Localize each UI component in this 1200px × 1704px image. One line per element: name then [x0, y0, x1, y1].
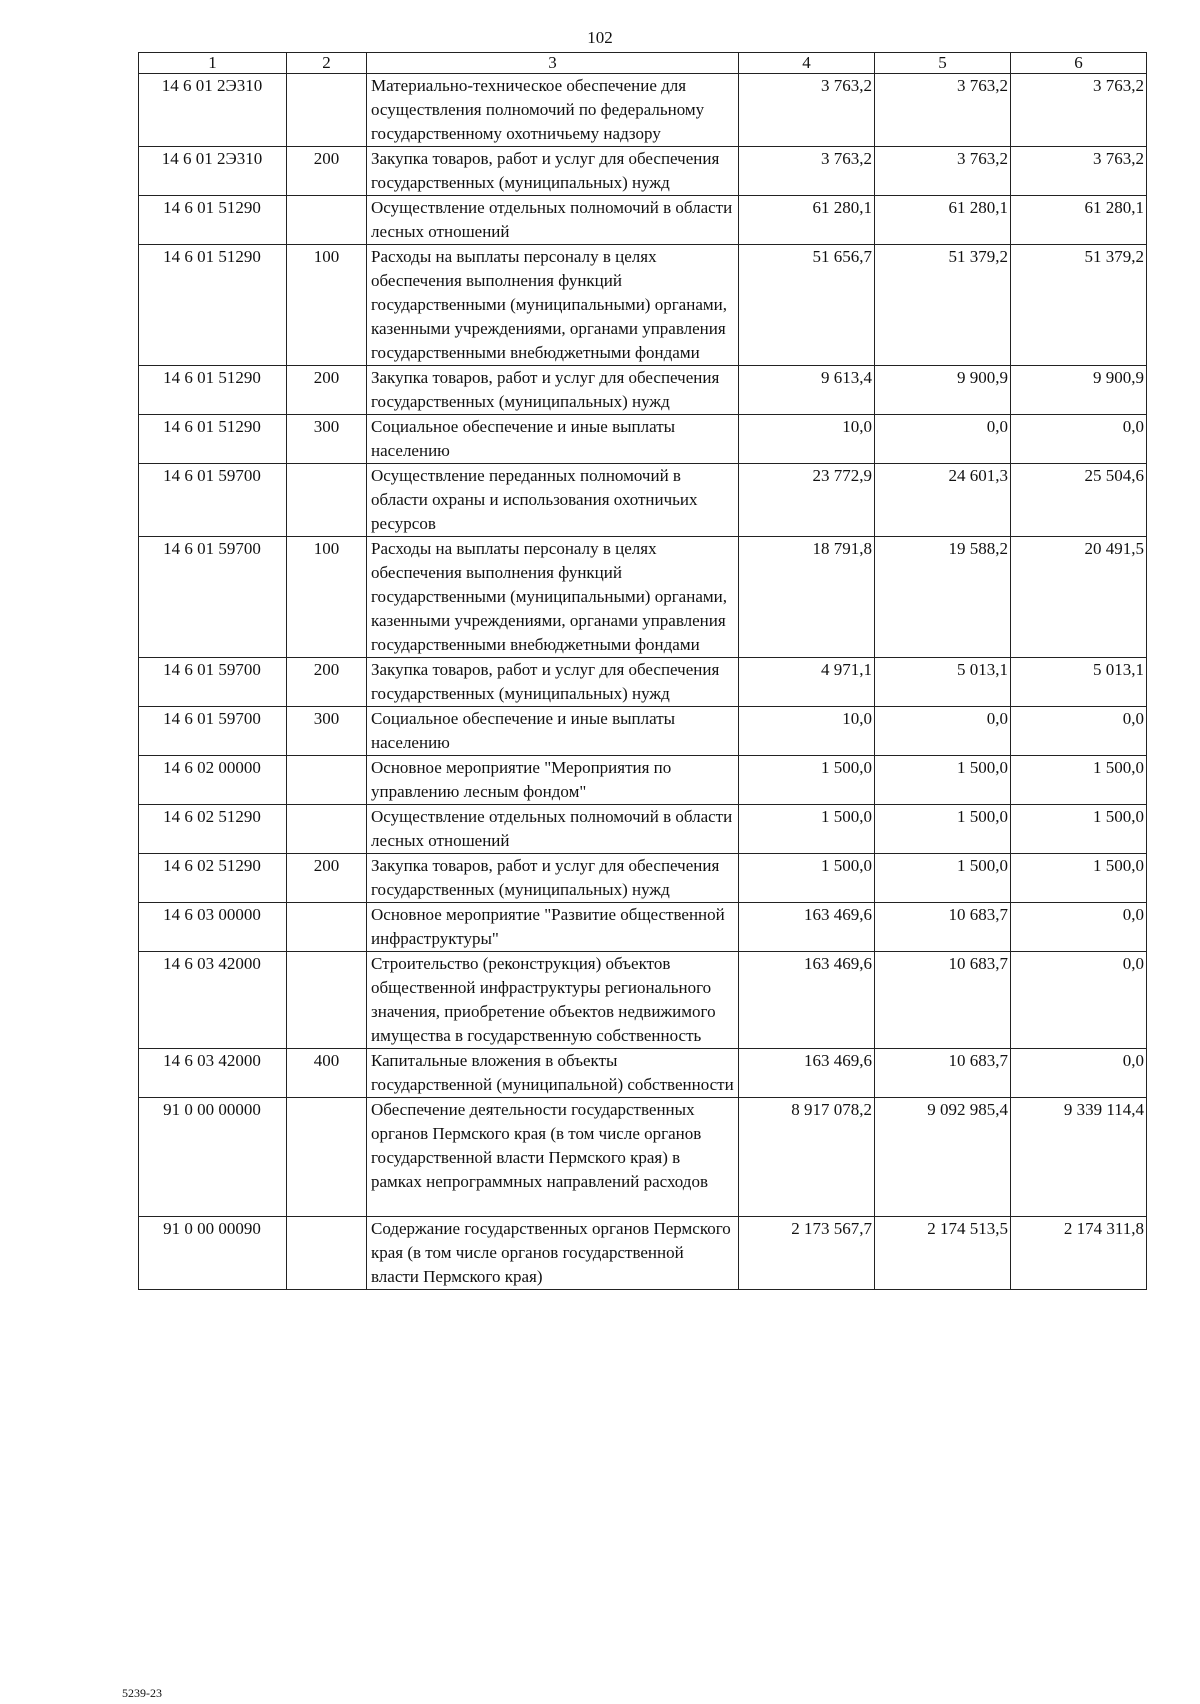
table-row [139, 537, 1147, 658]
amount-col6-cell: 0,0 [1011, 1049, 1147, 1098]
target-code-cell: 14 6 01 59700 [139, 464, 287, 537]
table-row [139, 74, 1147, 147]
table-row [139, 707, 1147, 756]
item-name-cell: Материально-техническое обеспечение для осуществления полномочий по федеральному государственному охотничьему надзору [367, 74, 739, 147]
item-name-cell: Основное мероприятие "Развитие общественной инфраструктуры" [367, 903, 739, 952]
expense-type-cell [287, 74, 367, 147]
amount-col5-cell: 9 900,9 [875, 366, 1011, 415]
amount-col6-cell: 0,0 [1011, 903, 1147, 952]
amount-col4-cell: 163 469,6 [739, 952, 875, 1049]
amount-col6-cell: 3 763,2 [1011, 147, 1147, 196]
amount-col6-cell: 2 174 311,8 [1011, 1217, 1147, 1290]
amount-col6-cell: 1 500,0 [1011, 854, 1147, 903]
amount-col4-cell: 163 469,6 [739, 903, 875, 952]
item-name-cell: Строительство (реконструкция) объектов общественной инфраструктуры регионального значения, приобретение объектов недвижимого имущества в государственную собственность [367, 952, 739, 1049]
column-header-2: 2 [287, 53, 367, 74]
amount-col4-cell: 3 763,2 [739, 74, 875, 147]
amount-col5-cell: 9 092 985,4 [875, 1098, 1011, 1217]
table-row [139, 147, 1147, 196]
table-row [139, 415, 1147, 464]
target-code-cell: 14 6 01 51290 [139, 415, 287, 464]
amount-col4-cell: 9 613,4 [739, 366, 875, 415]
amount-col6-cell: 1 500,0 [1011, 756, 1147, 805]
amount-col6-cell: 5 013,1 [1011, 658, 1147, 707]
table-row [139, 196, 1147, 245]
table-row [139, 854, 1147, 903]
amount-col5-cell: 19 588,2 [875, 537, 1011, 658]
amount-col5-cell: 5 013,1 [875, 658, 1011, 707]
target-code-cell: 14 6 03 00000 [139, 903, 287, 952]
amount-col5-cell: 0,0 [875, 415, 1011, 464]
item-name-cell: Обеспечение деятельности государственных органов Пермского края (в том числе органов государственной власти Пермского края) в рамках непрограммных направлений расходов [367, 1098, 739, 1217]
item-name-cell: Закупка товаров, работ и услуг для обеспечения государственных (муниципальных) нужд [367, 147, 739, 196]
expense-type-cell: 300 [287, 415, 367, 464]
column-header-5: 5 [875, 53, 1011, 74]
table-row [139, 952, 1147, 1049]
target-code-cell: 14 6 01 51290 [139, 196, 287, 245]
amount-col4-cell: 18 791,8 [739, 537, 875, 658]
item-name-cell: Расходы на выплаты персоналу в целях обеспечения выполнения функций государственными (муниципальными) органами, казенными учреждениями, органами управления государственными внебюджетными фондами [367, 245, 739, 366]
expense-type-cell: 300 [287, 707, 367, 756]
budget-table [138, 52, 1147, 1290]
expense-type-cell: 200 [287, 366, 367, 415]
amount-col4-cell: 1 500,0 [739, 756, 875, 805]
item-name-cell: Капитальные вложения в объекты государственной (муниципальной) собственности [367, 1049, 739, 1098]
amount-col5-cell: 3 763,2 [875, 147, 1011, 196]
table-row [139, 756, 1147, 805]
amount-col5-cell: 10 683,7 [875, 903, 1011, 952]
amount-col6-cell: 9 339 114,4 [1011, 1098, 1147, 1217]
amount-col4-cell: 61 280,1 [739, 196, 875, 245]
amount-col4-cell: 10,0 [739, 415, 875, 464]
column-header-3: 3 [367, 53, 739, 74]
amount-col6-cell: 20 491,5 [1011, 537, 1147, 658]
column-header-4: 4 [739, 53, 875, 74]
amount-col4-cell: 4 971,1 [739, 658, 875, 707]
table-row [139, 1098, 1147, 1217]
amount-col5-cell: 24 601,3 [875, 464, 1011, 537]
expense-type-cell: 100 [287, 245, 367, 366]
target-code-cell: 14 6 01 51290 [139, 366, 287, 415]
amount-col6-cell: 25 504,6 [1011, 464, 1147, 537]
amount-col4-cell: 3 763,2 [739, 147, 875, 196]
amount-col6-cell: 0,0 [1011, 952, 1147, 1049]
target-code-cell: 14 6 02 51290 [139, 805, 287, 854]
target-code-cell: 14 6 01 59700 [139, 658, 287, 707]
column-header-1: 1 [139, 53, 287, 74]
item-name-cell: Осуществление отдельных полномочий в области лесных отношений [367, 805, 739, 854]
expense-type-cell [287, 1217, 367, 1290]
amount-col4-cell: 10,0 [739, 707, 875, 756]
target-code-cell: 14 6 01 59700 [139, 537, 287, 658]
amount-col5-cell: 10 683,7 [875, 952, 1011, 1049]
item-name-cell: Социальное обеспечение и иные выплаты населению [367, 415, 739, 464]
item-name-cell: Осуществление переданных полномочий в области охраны и использования охотничьих ресурсов [367, 464, 739, 537]
amount-col5-cell: 10 683,7 [875, 1049, 1011, 1098]
amount-col6-cell: 3 763,2 [1011, 74, 1147, 147]
amount-col5-cell: 2 174 513,5 [875, 1217, 1011, 1290]
expense-type-cell [287, 952, 367, 1049]
amount-col5-cell: 0,0 [875, 707, 1011, 756]
header-row [139, 53, 1147, 74]
table-row [139, 366, 1147, 415]
amount-col6-cell: 1 500,0 [1011, 805, 1147, 854]
item-name-cell: Социальное обеспечение и иные выплаты населению [367, 707, 739, 756]
expense-type-cell: 200 [287, 658, 367, 707]
amount-col5-cell: 1 500,0 [875, 854, 1011, 903]
table-row [139, 1217, 1147, 1290]
document-code: 5239-23 [122, 1686, 162, 1700]
target-code-cell: 14 6 01 59700 [139, 707, 287, 756]
item-name-cell: Закупка товаров, работ и услуг для обеспечения государственных (муниципальных) нужд [367, 658, 739, 707]
expense-type-cell [287, 903, 367, 952]
expense-type-cell [287, 196, 367, 245]
amount-col5-cell: 1 500,0 [875, 805, 1011, 854]
item-name-cell: Расходы на выплаты персоналу в целях обеспечения выполнения функций государственными (муниципальными) органами, казенными учреждениями, органами управления государственными внебюджетными фондами [367, 537, 739, 658]
item-name-cell: Закупка товаров, работ и услуг для обеспечения государственных (муниципальных) нужд [367, 854, 739, 903]
amount-col5-cell: 3 763,2 [875, 74, 1011, 147]
amount-col4-cell: 51 656,7 [739, 245, 875, 366]
amount-col4-cell: 1 500,0 [739, 854, 875, 903]
target-code-cell: 91 0 00 00090 [139, 1217, 287, 1290]
amount-col6-cell: 0,0 [1011, 415, 1147, 464]
table-row [139, 805, 1147, 854]
expense-type-cell: 200 [287, 147, 367, 196]
amount-col5-cell: 61 280,1 [875, 196, 1011, 245]
item-name-cell: Содержание государственных органов Пермского края (в том числе органов государственной власти Пермского края) [367, 1217, 739, 1290]
column-header-6: 6 [1011, 53, 1147, 74]
table-row [139, 464, 1147, 537]
amount-col6-cell: 0,0 [1011, 707, 1147, 756]
target-code-cell: 14 6 01 2Э310 [139, 74, 287, 147]
expense-type-cell [287, 464, 367, 537]
expense-type-cell [287, 1098, 367, 1217]
amount-col6-cell: 9 900,9 [1011, 366, 1147, 415]
amount-col6-cell: 61 280,1 [1011, 196, 1147, 245]
table-row [139, 658, 1147, 707]
amount-col5-cell: 51 379,2 [875, 245, 1011, 366]
amount-col6-cell: 51 379,2 [1011, 245, 1147, 366]
expense-type-cell: 400 [287, 1049, 367, 1098]
target-code-cell: 14 6 01 2Э310 [139, 147, 287, 196]
target-code-cell: 14 6 03 42000 [139, 1049, 287, 1098]
amount-col4-cell: 23 772,9 [739, 464, 875, 537]
target-code-cell: 91 0 00 00000 [139, 1098, 287, 1217]
expense-type-cell: 100 [287, 537, 367, 658]
page-number: 102 [587, 28, 613, 47]
target-code-cell: 14 6 02 51290 [139, 854, 287, 903]
item-name-cell: Основное мероприятие "Мероприятия по управлению лесным фондом" [367, 756, 739, 805]
item-name-cell: Осуществление отдельных полномочий в области лесных отношений [367, 196, 739, 245]
amount-col4-cell: 2 173 567,7 [739, 1217, 875, 1290]
amount-col4-cell: 8 917 078,2 [739, 1098, 875, 1217]
table-row [139, 903, 1147, 952]
item-name-cell: Закупка товаров, работ и услуг для обеспечения государственных (муниципальных) нужд [367, 366, 739, 415]
target-code-cell: 14 6 01 51290 [139, 245, 287, 366]
amount-col4-cell: 1 500,0 [739, 805, 875, 854]
expense-type-cell: 200 [287, 854, 367, 903]
table-row [139, 245, 1147, 366]
expense-type-cell [287, 756, 367, 805]
target-code-cell: 14 6 03 42000 [139, 952, 287, 1049]
expense-type-cell [287, 805, 367, 854]
amount-col5-cell: 1 500,0 [875, 756, 1011, 805]
table-row [139, 1049, 1147, 1098]
amount-col4-cell: 163 469,6 [739, 1049, 875, 1098]
target-code-cell: 14 6 02 00000 [139, 756, 287, 805]
